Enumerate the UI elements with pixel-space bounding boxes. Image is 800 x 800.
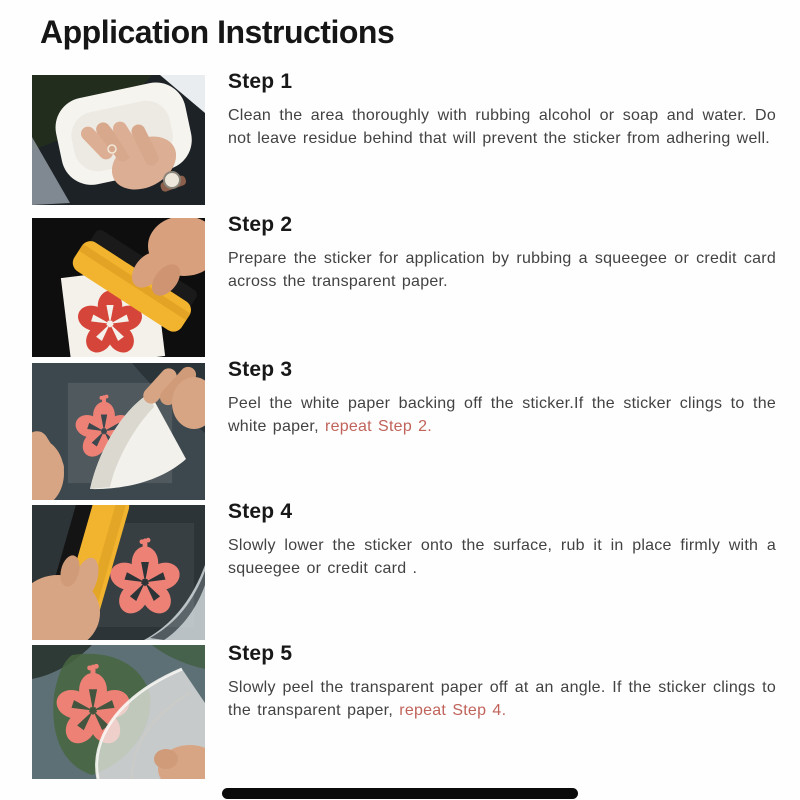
step-4-text: Slowly lower the sticker onto the surface, rub it in place firmly with a squeegee or credit card . [228, 537, 776, 577]
step-5-heading: Step 5 [228, 642, 293, 665]
step-5-text: Slowly peel the transparent paper off at an angle. If the sticker clings to the transparent paper, repeat Step 4. [228, 679, 776, 719]
step-2-heading: Step 2 [228, 213, 293, 236]
step-5-photo [32, 645, 205, 779]
hand-shape [154, 745, 205, 779]
step-1-heading: Step 1 [228, 70, 293, 93]
page-title: Application Instructions [40, 14, 395, 50]
step-1-text: Clean the area thoroughly with rubbing alcohol or soap and water. Do not leave residue behind that will prevent the sticker from adhering well. [228, 107, 776, 147]
step-3-highlight: repeat Step 2. [324, 418, 432, 435]
step-3-text: Peel the white paper backing off the sticker.If the sticker clings to the white paper, repeat Step 2. [228, 395, 776, 435]
step-1-photo [32, 75, 205, 205]
step-3-photo [32, 363, 205, 500]
step-3-heading: Step 3 [228, 358, 293, 381]
step-4-heading: Step 4 [228, 500, 293, 523]
home-indicator-bar [222, 788, 578, 799]
step-2-text: Prepare the sticker for application by rubbing a squeegee or credit card across the transparent paper. [228, 250, 776, 290]
step-5-highlight: repeat Step 4. [399, 702, 507, 719]
step-4-photo [32, 505, 205, 640]
step-2-photo [32, 218, 205, 357]
watch-face-shape [164, 172, 180, 188]
